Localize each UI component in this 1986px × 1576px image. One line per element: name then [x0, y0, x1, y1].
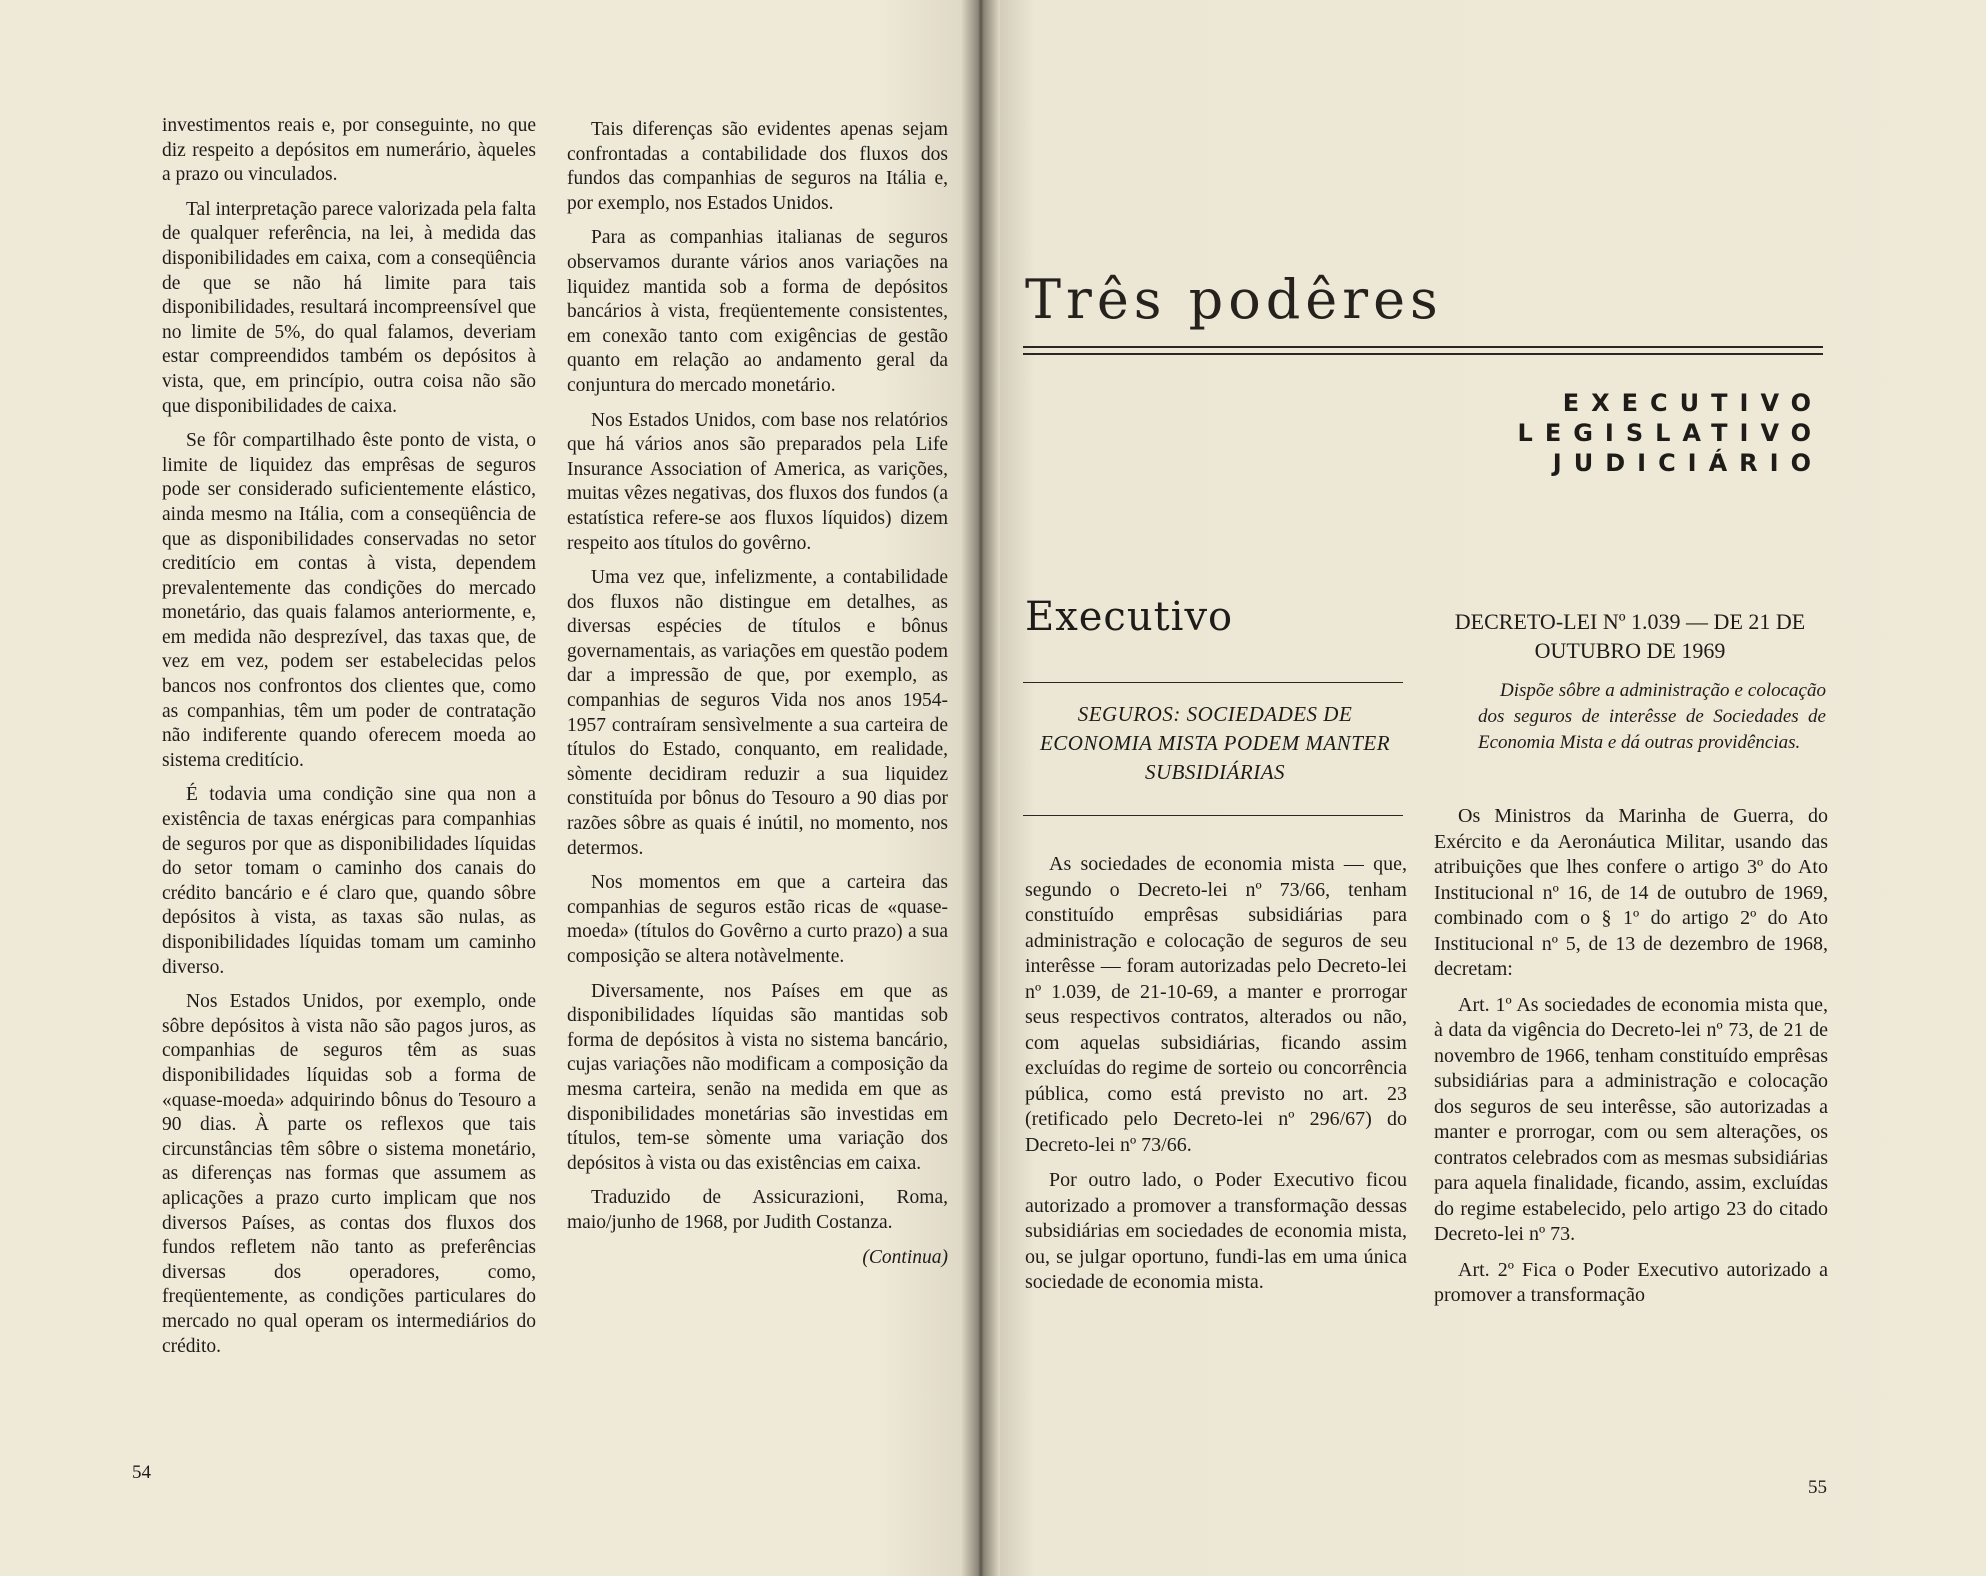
page-number-right: 55 — [1808, 1477, 1827, 1498]
right-column-1 — [1025, 852, 1407, 1306]
title-rule-bottom — [1023, 353, 1823, 355]
right-column-2 — [1434, 804, 1828, 1319]
paragraph: É todavia uma condição sine qua non a existência de taxas enérgicas para companhias de seguros por que as disponibilidades líquidas do setor tomam o caminho dos canais do crédito bancário e é claro que, quando sôbre depósitos à vista, as taxas são nulas, as disponibilidades líquidas tomam um caminho diverso. — [162, 784, 536, 978]
paragraph: Para as companhias italianas de seguros observamos durante vários anos variações na liquidez mantida sob a forma de depósitos bancários à vista, freqüentemente consistentes, em conexão tanto com exigências de gestão quanto em relação ao andamento geral da conjuntura do mercado monetário. — [567, 227, 948, 396]
headline: SEGUROS: SOCIEDADES DE ECONOMIA MISTA PODEM MANTER SUBSIDIÁRIAS — [1039, 702, 1391, 784]
continua-note: (Continua) — [862, 1246, 948, 1268]
branch-executivo: EXECUTIVO — [1562, 389, 1823, 417]
paragraph: Tal interpretação parece valorizada pela falta de qualquer referência, na lei, à medida das disponibilidades em caixa, com a conseqüência de que se não há limite para tais disponibilidades, resultará incompreensível que no limite de 5%, do qual falamos, deveriam estar compreendidos também os depósitos à vista, que, em princípio, outra coisa não são que disponibilidades de caixa. — [162, 198, 536, 417]
paragraph: Art. 2º Fica o Poder Executivo autorizado a promover a transformação — [1434, 1258, 1828, 1306]
headline-rule-bottom — [1023, 815, 1403, 816]
page-number-left: 54 — [132, 1462, 151, 1483]
paragraph: Por outro lado, o Poder Executivo ficou autorizado a promover a transformação dessas subsidiárias em sociedades de economia mista, ou, se julgar oportuno, fundi-las em uma única sociedade de economia mista. — [1025, 1169, 1407, 1293]
decreto-title: DECRETO-LEI Nº 1.039 — DE 21 DE OUTUBRO DE 1969 — [1454, 609, 1806, 663]
book-gutter — [960, 0, 1000, 1576]
section-heading: Executivo — [1025, 594, 1234, 640]
paragraph: Diversamente, nos Países em que as disponibilidades líquidas são mantidas sob forma de depósitos à vista no sistema bancário, cujas variações não modificam a composição da mesma carteira, senão na medida em que as disponibilidades monetárias são investidas em títulos, tem-se sòmente uma variação dos depósitos à vista ou das existências em caixa. — [567, 980, 948, 1174]
paragraph: Tais diferenças são evidentes apenas sejam confrontadas a contabilidade dos fluxos dos fundos das companhias de seguros na Itália e, por exemplo, nos Estados Unidos. — [567, 119, 948, 214]
paragraph: Nos Estados Unidos, por exemplo, onde sôbre depósitos à vista não são pagos juros, as companhias de seguros têm as suas disponibilidades líquidas sob a forma de «quase-moeda» adquirindo bônus do Tesouro a 90 dias. À parte os reflexos que tais circunstâncias têm sôbre o sistema monetário, as diferenças nas formas que assumem as aplicações a prazo curto implicam que nos diversos Países, as contas dos fluxos dos fundos refletem não tanto as preferências diversas dos operadores, como, freqüentemente, as condições particulares do mercado no qual operam os intermediários do crédito. — [162, 991, 536, 1357]
paragraph: Nos Estados Unidos, com base nos relatórios que há vários anos são preparados pela Life Insurance Association of America, as varições, muitas vêzes negativas, dos fluxos dos fundos (a estatística refere-se aos fluxos líquidos) dizem respeito aos títulos do govêrno. — [567, 409, 948, 554]
right-page — [985, 0, 1986, 1576]
paragraph: investimentos reais e, por conseguinte, no que diz respeito a depósitos em numerário, àqueles a prazo ou vinculados. — [162, 115, 536, 186]
paragraph: Nos momentos em que a carteira das companhias de seguros estão ricas de «quase-moeda» (títulos do Govêrno a curto prazo) a sua composição se altera notàvelmente. — [567, 872, 948, 967]
title-rule-top — [1023, 346, 1823, 348]
headline-rule-top — [1023, 682, 1403, 683]
paragraph: Traduzido de Assicurazioni, Roma, maio/junho de 1968, por Judith Costanza. — [567, 1187, 948, 1233]
branch-judiciario: JUDICIÁRIO — [1552, 449, 1823, 477]
paragraph: Os Ministros da Marinha de Guerra, do Exército e da Aeronáutica Militar, usando das atribuições que lhes confere o artigo 3º do Ato Institucional nº 16, de 14 de outubro de 1969, combinado com o § 1º do artigo 2º do Ato Institucional nº 5, de 13 de dezembro de 1968, decretam: — [1434, 805, 1828, 980]
branch-legislativo: LEGISLATIVO — [1517, 419, 1823, 447]
paragraph: As sociedades de economia mista — que, segundo o Decreto-lei nº 73/66, tenham constituído emprêsas subsidiárias para administração e colocação de seguros de seu interêsse — foram autorizadas pelo Decreto-lei nº 1.039, de 21-10-69, a manter e prorrogar seus respectivos contratos, alterados ou não, com aquelas subsidiárias, ficando assim excluídas do regime de sorteio ou concorrência pública, como está previsto no art. 23 (retificado pelo Decreto-lei nº 296/67) do Decreto-lei nº 73/66. — [1025, 853, 1407, 1156]
paragraph: Uma vez que, infelizmente, a contabilidade dos fluxos não distingue em detalhes, as diversas espécies de títulos e bônus governamentais, as variações em questão podem dar a impressão de que, por exemplo, as companhias de seguros Vida nos anos 1954-1957 contraíram sensìvelmente a sua carteira de títulos do Estado, conquanto, em realidade, sòmente decidiram reduzir a sua liquidez constituída por bônus do Tesouro a 90 dias por razões sôbre as quais é inútil, no momento, nos determos. — [567, 567, 948, 859]
page-title: Três podêres — [1025, 268, 1443, 331]
paragraph: Art. 1º As sociedades de economia mista que, à data da vigência do Decreto-lei nº 73, de 21 de novembro de 1966, tenham constituído emprêsas subsidiárias para a administração e colocação dos seguros de seu interêsse, são autorizadas a manter e prorrogar, com ou sem alterações, os contratos celebrados com as mesmas subsidiárias para aquela finalidade, ficando, assim, excluídas do regime estabelecido, pelo artigo 23 do citado Decreto-lei nº 73. — [1434, 993, 1828, 1245]
decreto-ementa: Dispõe sôbre a administração e colocação dos seguros de interêsse de Sociedades de Economia Mista e dá outras providências. — [1478, 680, 1826, 753]
paragraph: Se fôr compartilhado êste ponto de vista, o limite de liquidez das emprêsas de seguros pode ser considerado suficientemente elástico, ainda mesmo na Itália, com a conseqüência de que as disponibilidades conservadas no setor creditício em contas à vista, dependem prevalentemente das condições do mercado monetário, das quais falamos anteriormente, e, em medida não desprezível, das taxas que, de vez em vez, podem ser estabelecidas pelos bancos nos confrontos dos clientes que, como as companhias, têm um poder de contratação não indiferente quando oferecem moeda ao sistema creditício. — [162, 430, 536, 771]
left-column-1 — [162, 114, 536, 1369]
left-column-2 — [567, 118, 948, 1280]
